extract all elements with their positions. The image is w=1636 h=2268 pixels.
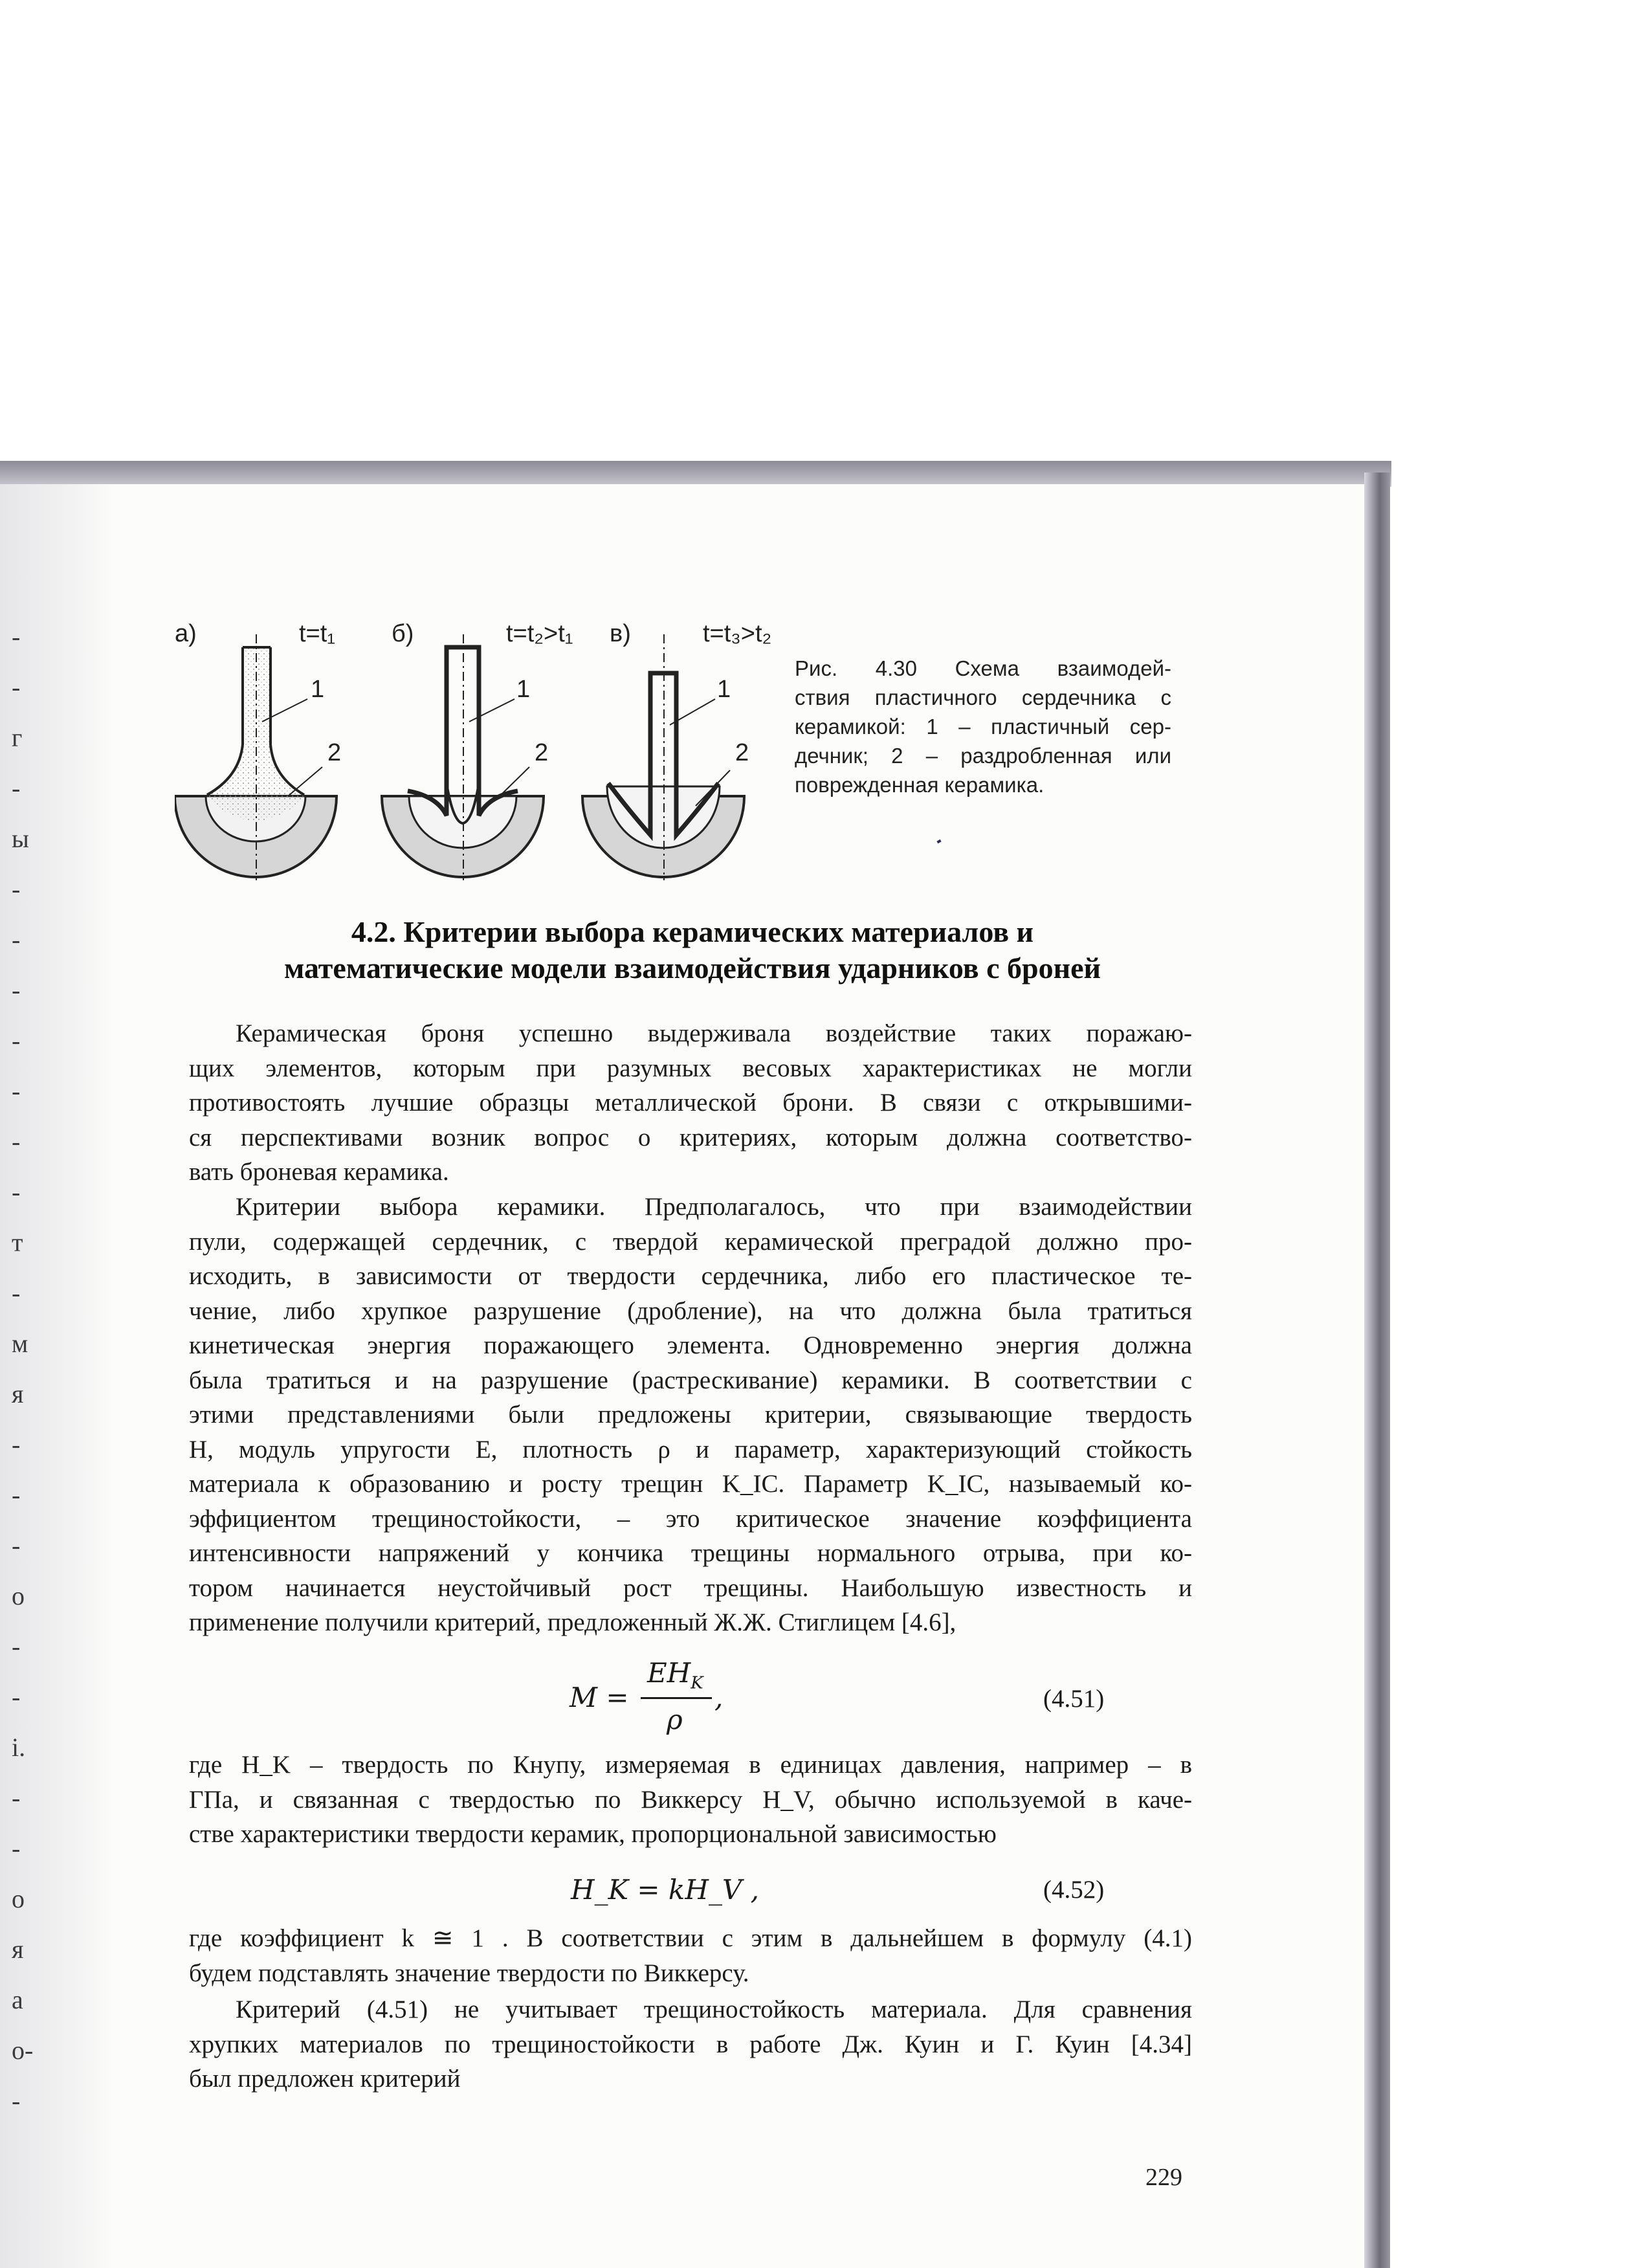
margin-fragment: о bbox=[12, 1884, 25, 1913]
section-heading bbox=[188, 914, 1197, 986]
margin-fragment: - bbox=[12, 1480, 21, 1509]
heading-line-2: математические модели взаимодействия ударников с броней bbox=[283, 951, 1101, 984]
margin-fragment: - bbox=[12, 1430, 21, 1459]
penetration-diagram bbox=[175, 621, 822, 893]
margin-fragment: - bbox=[12, 2086, 21, 2115]
text-line: Критерий (4.51) не учитывает трещиностойкость материала. Для сравнения bbox=[236, 1996, 1192, 2023]
caption-line: дечник; 2 – раздробленная или bbox=[795, 744, 1171, 768]
text-line: тором начинается неустойчивый рост трещины. Наибольшую известность и bbox=[189, 1573, 1192, 1602]
text-line: Керамическая броня успешно выдерживала воздействие таких поражаю- bbox=[236, 1019, 1192, 1047]
text-line: H, модуль упругости E, плотность ρ и параметр, характеризующий стойкость bbox=[189, 1435, 1192, 1463]
margin-fragment: - bbox=[12, 1177, 21, 1206]
panel-b-letter: б) bbox=[392, 620, 414, 647]
panel-a-label-2: 2 bbox=[327, 739, 342, 766]
text-line: материала к образованию и росту трещин K_IC. Параметр K_IC, называемый ко- bbox=[189, 1470, 1192, 1498]
text-line: интенсивности напряжений у кончика трещины нормального отрыва, при ко- bbox=[189, 1539, 1192, 1567]
margin-fragment: - bbox=[12, 1834, 21, 1863]
margin-fragment: - bbox=[12, 1632, 21, 1661]
heading-line-1: 4.2. Критерии выбора керамических материалов и bbox=[351, 915, 1034, 948]
scan-top-edge bbox=[0, 461, 1391, 487]
margin-fragment: - bbox=[12, 1682, 21, 1711]
text-line: ГПа, и связанная с твердостью по Виккерсу H_V, обычно используемой в каче- bbox=[189, 1785, 1192, 1814]
caption-line: поврежденная керамика. bbox=[795, 773, 1045, 797]
paragraph-1 bbox=[189, 1016, 1192, 1190]
text-line: была тратиться и на разрушение (растрескивание) керамики. В соответствии с bbox=[189, 1366, 1192, 1394]
panel-c-label-2: 2 bbox=[735, 739, 749, 766]
formula-numerator bbox=[647, 1657, 703, 1693]
page-number: 229 bbox=[1145, 2164, 1182, 2191]
margin-fragment: о- bbox=[12, 2036, 34, 2065]
panel-c-label-1: 1 bbox=[717, 676, 731, 703]
margin-fragment: - bbox=[12, 673, 21, 702]
margin-fragment: г bbox=[12, 723, 23, 752]
panel-a-time: t=t₁ bbox=[299, 620, 336, 647]
fraction-bar bbox=[641, 1697, 712, 1699]
panel-b-diagram bbox=[382, 634, 544, 880]
numerator-text: EH bbox=[647, 1657, 691, 1689]
formula-text: H_K = kH_V , bbox=[571, 1874, 760, 1906]
text-line: где коэффициент k ≅ 1 . В соответствии с этим в дальнейшем в формулу (4.1) bbox=[189, 1924, 1192, 1952]
margin-fragment: - bbox=[12, 1531, 21, 1560]
margin-fragment: - bbox=[12, 1127, 21, 1156]
text-line: противостоять лучшие образцы металлической брони. В связи с открывшими- bbox=[189, 1089, 1192, 1117]
text-line: чение, либо хрупкое разрушение (дробление), на что должна была тратиться bbox=[189, 1296, 1192, 1325]
text-line: пули, содержащей сердечник, с твердой керамической преградой должно про- bbox=[189, 1227, 1192, 1256]
margin-fragment: - bbox=[12, 622, 21, 651]
margin-fragment: - bbox=[12, 1783, 21, 1812]
caption-line: ствия пластичного сердечника с bbox=[795, 685, 1171, 709]
panel-a-label-1: 1 bbox=[311, 676, 325, 703]
numerator-subscript: K bbox=[691, 1673, 703, 1693]
text-line: щих элементов, которым при разумных весовых характеристиках не могли bbox=[189, 1054, 1192, 1082]
margin-fragment: а bbox=[12, 1985, 23, 2014]
panel-c-diagram bbox=[582, 634, 744, 880]
margin-fragment: я bbox=[12, 1379, 24, 1408]
paragraph-3 bbox=[189, 1748, 1192, 1852]
panel-c-time: t=t₃>t₂ bbox=[703, 620, 772, 647]
paragraph-2 bbox=[189, 1190, 1192, 1640]
paragraph-4 bbox=[189, 1921, 1192, 1990]
text-line: стве характеристики твердости керамик, пропорциональной зависимостью bbox=[189, 1820, 997, 1848]
text-line: применение получили критерий, предложенный Ж.Ж. Стиглицем [4.6], bbox=[189, 1608, 956, 1636]
text-line: исходить, в зависимости от твердости сердечника, либо его пластическое те- bbox=[189, 1262, 1192, 1290]
panel-a-diagram bbox=[175, 634, 337, 880]
text-line: вать броневая керамика. bbox=[189, 1158, 449, 1186]
margin-fragment: i. bbox=[12, 1733, 26, 1762]
margin-fragment: - bbox=[12, 773, 21, 803]
formula-lhs: M = bbox=[569, 1682, 629, 1713]
formula-number: (4.52) bbox=[1043, 1876, 1105, 1904]
formula-denominator: ρ bbox=[667, 1704, 683, 1735]
text-line: где H_K – твердость по Кнупу, измеряемая в единицах давления, например – в bbox=[189, 1751, 1192, 1779]
margin-fragment: ы bbox=[12, 824, 29, 853]
figure-4-30 bbox=[175, 621, 822, 893]
text-line: хрупких материалов по трещиностойкости в работе Дж. Куин и Г. Куин [4.34] bbox=[189, 2030, 1192, 2058]
formula-trail: , bbox=[714, 1682, 724, 1713]
formula-number: (4.51) bbox=[1043, 1685, 1105, 1713]
text-line: кинетическая энергия поражающего элемента. Одновременно энергия должна bbox=[189, 1331, 1192, 1359]
caption-line: керамикой: 1 – пластичный сер- bbox=[795, 715, 1171, 739]
panel-b-label-2: 2 bbox=[535, 739, 549, 766]
panel-a-letter: а) bbox=[175, 620, 197, 647]
margin-fragment: я bbox=[12, 1935, 24, 1964]
margin-fragment: - bbox=[12, 1076, 21, 1106]
panel-c-letter: в) bbox=[610, 620, 631, 647]
margin-fragment: о bbox=[12, 1581, 25, 1610]
margin-fragment: - bbox=[12, 874, 21, 904]
paragraph-5 bbox=[189, 1992, 1192, 2096]
margin-fragment: м bbox=[12, 1329, 28, 1358]
text-line: Критерии выбора керамики. Предполагалось, что при взаимодействии bbox=[236, 1193, 1192, 1221]
margin-fragment: т bbox=[12, 1228, 23, 1257]
panel-b-time: t=t₂>t₁ bbox=[506, 620, 573, 647]
text-line: был предложен критерий bbox=[189, 2065, 461, 2093]
text-line: этими представлениями были предложены критерии, связывающие твердость bbox=[189, 1401, 1192, 1429]
panel-b-label-1: 1 bbox=[516, 676, 531, 703]
margin-fragment: - bbox=[12, 1026, 21, 1055]
figure-caption bbox=[795, 654, 1171, 799]
text-line: будем подставлять значение твердости по Виккерсу. bbox=[189, 1959, 749, 1987]
scan-right-edge bbox=[1364, 472, 1390, 2268]
caption-line: Рис. 4.30 Схема взаимодей- bbox=[795, 656, 1171, 680]
text-line: ся перспективами возник вопрос о критериях, которым должна соответство- bbox=[189, 1123, 1192, 1151]
margin-fragment: - bbox=[12, 925, 21, 954]
margin-fragment: - bbox=[12, 1278, 21, 1307]
margin-fragment: - bbox=[12, 975, 21, 1005]
text-line: эффициентом трещиностойкости, – это критическое значение коэффициента bbox=[189, 1504, 1192, 1533]
